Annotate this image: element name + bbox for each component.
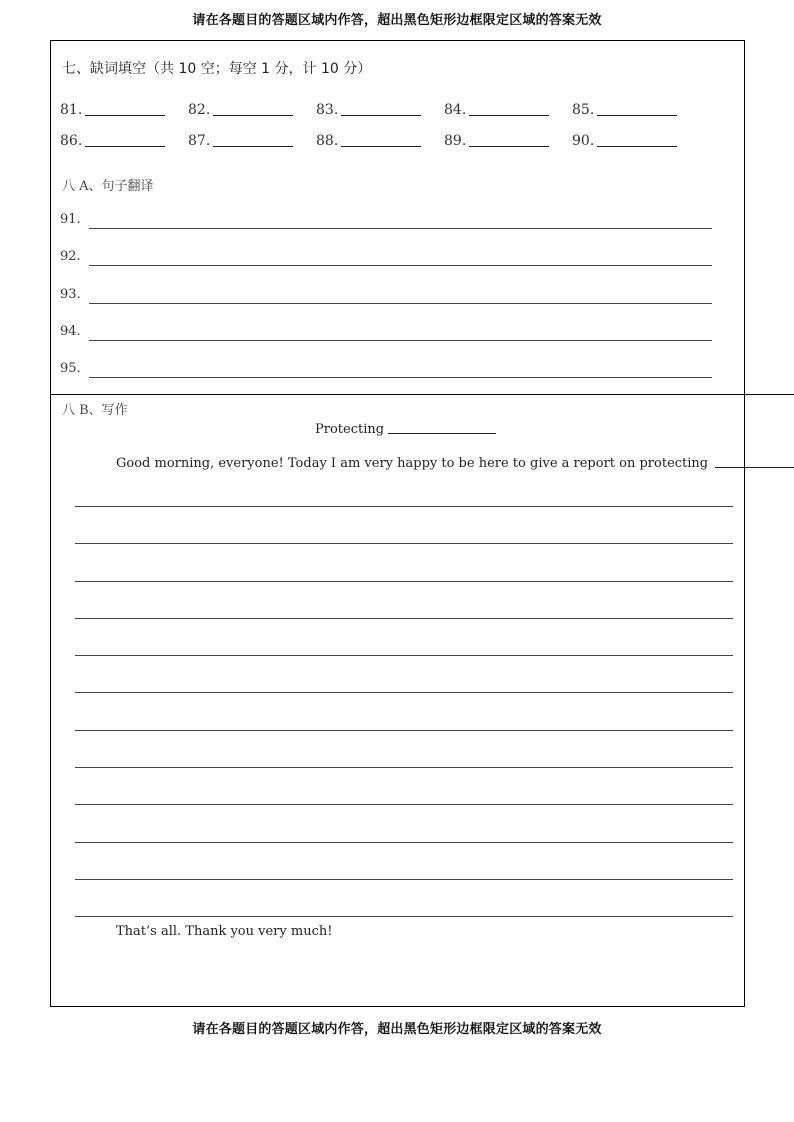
section-7-title: 七、缺词填空（共 10 空；每空 1 分，计 10 分） [62, 61, 372, 77]
section-divider [50, 394, 794, 395]
answer-area-notice-top: 请在各题目的答题区域内作答，超出黑色矩形边框限定区域的答案无效 [192, 13, 602, 28]
essay-title[interactable] [315, 422, 496, 437]
translation-line[interactable] [89, 265, 712, 266]
translation-number: 93. [60, 287, 81, 302]
essay-opening-blank[interactable] [715, 467, 794, 468]
translation-number: 91. [60, 212, 81, 227]
blank-82[interactable] [188, 100, 293, 118]
translation-number: 95. [60, 361, 81, 376]
translation-line[interactable] [89, 340, 712, 341]
translation-line[interactable] [89, 377, 712, 378]
blank-line[interactable] [213, 146, 293, 147]
translation-line[interactable] [89, 228, 712, 229]
blank-84[interactable] [444, 100, 549, 118]
blank-number: 83. [316, 102, 339, 118]
blank-number: 86. [60, 133, 83, 149]
essay-title-text: Protecting [315, 422, 385, 437]
writing-line[interactable] [75, 581, 733, 582]
answer-area-notice-bottom: 请在各题目的答题区域内作答，超出黑色矩形边框限定区域的答案无效 [192, 1022, 602, 1037]
blank-line[interactable] [469, 146, 549, 147]
essay-opening[interactable] [116, 456, 794, 471]
blank-89[interactable] [444, 131, 549, 149]
essay-opening-text: Good morning, everyone! Today I am very happy to be here to give a report on protecting [116, 456, 709, 471]
writing-line[interactable] [75, 879, 733, 880]
blank-number: 85. [572, 102, 595, 118]
writing-line[interactable] [75, 655, 733, 656]
blank-number: 82. [188, 102, 211, 118]
blank-number: 89. [444, 133, 467, 149]
blank-line[interactable] [469, 115, 549, 116]
section-8b-title: 八 B、写作 [62, 403, 128, 418]
blank-number: 87. [188, 133, 211, 149]
blank-line[interactable] [85, 115, 165, 116]
essay-closing: That’s all. Thank you very much! [116, 924, 333, 939]
blank-line[interactable] [597, 146, 677, 147]
blank-line[interactable] [341, 146, 421, 147]
blank-number: 90. [572, 133, 595, 149]
writing-line[interactable] [75, 916, 733, 917]
blank-line[interactable] [213, 115, 293, 116]
translation-line[interactable] [89, 303, 712, 304]
blank-line[interactable] [85, 146, 165, 147]
blank-83[interactable] [316, 100, 421, 118]
blank-90[interactable] [572, 131, 677, 149]
section-8a-title: 八 A、句子翻译 [62, 179, 154, 194]
writing-line[interactable] [75, 506, 733, 507]
blank-81[interactable] [60, 100, 165, 118]
essay-title-blank[interactable] [388, 433, 496, 434]
writing-line[interactable] [75, 767, 733, 768]
blank-line[interactable] [597, 115, 677, 116]
writing-line[interactable] [75, 842, 733, 843]
writing-line[interactable] [75, 692, 733, 693]
blank-87[interactable] [188, 131, 293, 149]
writing-line[interactable] [75, 804, 733, 805]
writing-line[interactable] [75, 618, 733, 619]
writing-line[interactable] [75, 543, 733, 544]
blank-line[interactable] [341, 115, 421, 116]
blank-number: 88. [316, 133, 339, 149]
blank-88[interactable] [316, 131, 421, 149]
answer-frame [50, 40, 745, 1007]
translation-number: 94. [60, 324, 81, 339]
translation-number: 92. [60, 249, 81, 264]
blank-number: 81. [60, 102, 83, 118]
blank-number: 84. [444, 102, 467, 118]
writing-line[interactable] [75, 730, 733, 731]
blank-85[interactable] [572, 100, 677, 118]
blank-86[interactable] [60, 131, 165, 149]
